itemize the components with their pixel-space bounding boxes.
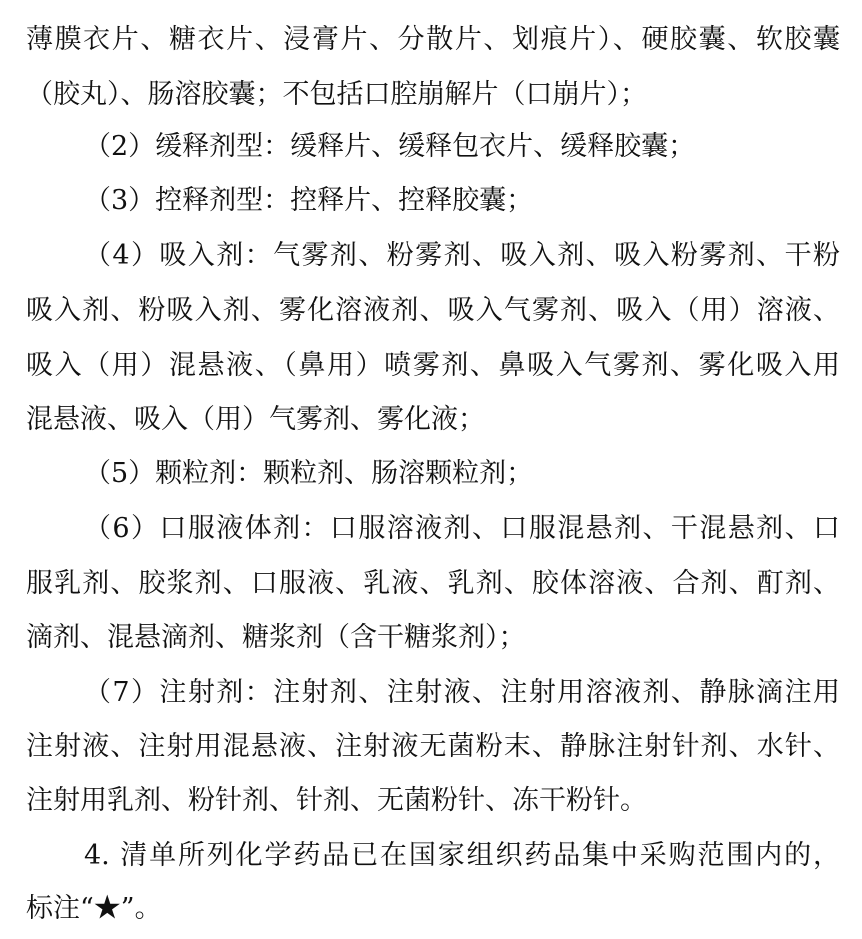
text-line-15: 注射用乳剂、粉针剂、针剂、无菌粉针、冻干粉针。 [26, 785, 647, 816]
text-line-9: （5）颗粒剂：颗粒剂、肠溶颗粒剂； [84, 458, 534, 489]
text-line-7: 吸入（用）混悬液、（鼻用）喷雾剂、鼻吸入气雾剂、雾化吸入用 [26, 350, 840, 381]
text-line-10: （6）口服液体剂：口服溶液剂、口服混悬剂、干混悬剂、口 [84, 513, 840, 544]
text-line-11: 服乳剂、胶浆剂、口服液、乳液、乳剂、胶体溶液、合剂、酊剂、 [26, 568, 840, 599]
text-line-4: （3）控释剂型：控释片、控释胶囊； [84, 185, 534, 216]
text-line-13: （7）注射剂：注射剂、注射液、注射用溶液剂、静脉滴注用 [84, 677, 840, 708]
text-line-5: （4）吸入剂：气雾剂、粉雾剂、吸入剂、吸入粉雾剂、干粉 [84, 240, 840, 271]
text-line-12: 滴剂、混悬滴剂、糖浆剂（含干糖浆剂）； [26, 622, 526, 653]
text-line-17: 标注“★”。 [26, 893, 162, 924]
text-line-14: 注射液、注射用混悬液、注射液无菌粉末、静脉注射针剂、水针、 [26, 731, 840, 762]
text-line-2: （胶丸）、肠溶胶囊；不包括口腔崩解片（口崩片）； [26, 79, 647, 110]
text-line-6: 吸入剂、粉吸入剂、雾化溶液剂、吸入气雾剂、吸入（用）溶液、 [26, 295, 840, 326]
text-line-16: 4. 清单所列化学药品已在国家组织药品集中采购范围内的， [84, 840, 840, 871]
text-line-8: 混悬液、吸入（用）气雾剂、雾化液； [26, 404, 485, 435]
text-line-1: 薄膜衣片、糖衣片、浸膏片、分散片、划痕片）、硬胶囊、软胶囊 [26, 24, 840, 55]
text-line-3: （2）缓释剂型：缓释片、缓释包衣片、缓释胶囊； [84, 131, 696, 162]
